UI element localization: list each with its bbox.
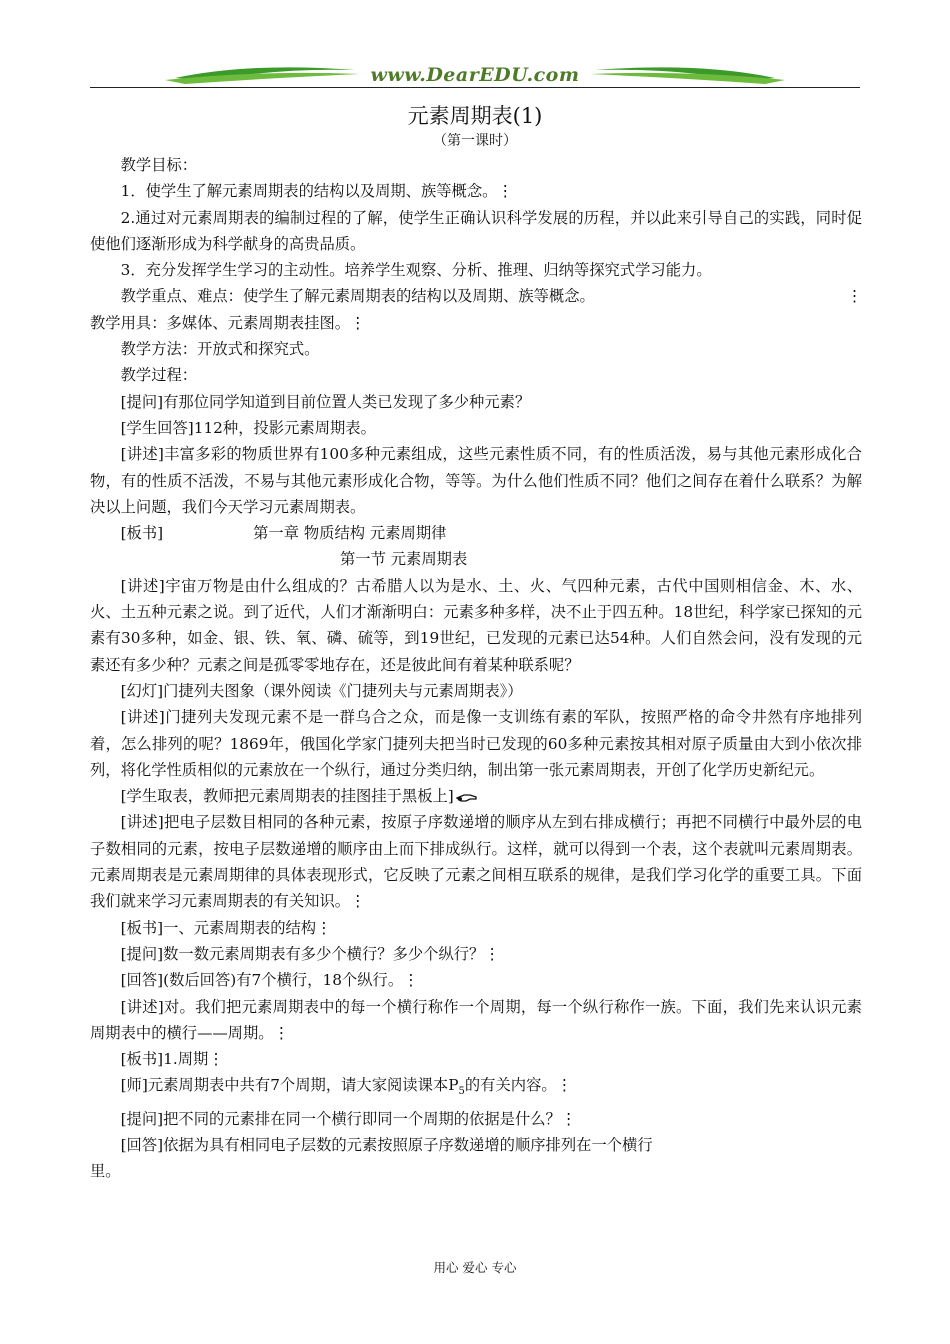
para-board-chapter [90,520,862,546]
para-tools: 教学用具：多媒体、元素周期表挂图。⋮ [90,313,366,332]
para-goal-1: 1．使学生了解元素周期表的结构以及周期、族等概念。⋮ [120,182,513,201]
board-label: [板书] [120,524,164,543]
section-heading: 第一节 元素周期表 [340,550,468,569]
para-lecture-4: [讲述]把电子层数目相同的各种元素，按原子序数递增的顺序从左到右排成横行；再把不同横行中最外层的电子数相同的元素，按电子层数递增的顺序由上而下排成纵行。这样，就可以得到一个表，这个表就叫元素周期表。元素周期表是元素周期律的具体表现形式，它反映了元素之间相互联系的规律，是我们学习化学的重要工具。下面我们就来学习元素周期表的有关知识。⋮ [90,813,862,911]
para-question-2: [提问]数一数元素周期表有多少个横行？多少个纵行？⋮ [120,944,500,963]
para-question-1: [提问]有那位同学知道到目前位置人类已发现了多少种元素？ [120,392,531,411]
para-lecture-1: [讲述]丰富多彩的物质世界有100多种元素组成，这些元素性质不同，有的性质活泼，易与其他元素形成化合物，有的性质不活泼，不易与其他元素形成化合物，等等。为什么他们性质不同？他们之间存在着什么联系？为解决以上问题，我们今天学习元素周期表。 [90,445,862,516]
pointing-hand-icon [456,790,478,804]
chapter-heading: 第一章 物质结构 元素周期律 [253,524,447,543]
para-students-take-table [90,783,862,809]
para-teacher [90,1072,862,1105]
para-answer-3-cont: 里。 [90,1162,121,1181]
key-points-mark: ⋮ [846,287,862,306]
page-footer: 用心 爱心 专心 [433,1260,517,1275]
header-rule [90,87,860,88]
para-slide: [幻灯]门捷列夫图象（课外阅读《门捷列夫与元素周期表》） [120,681,523,700]
para-goal-3: 3．充分发挥学生学习的主动性。培养学生观察、分析、推理、归纳等探究式学习能力。 [120,261,712,280]
page-title: 元素周期表(1) [407,104,543,128]
page-subscript: 5 [458,1086,465,1098]
para-key-points [90,283,862,309]
site-url-text: www.DearEDU.com [370,64,580,86]
teacher-text-b: 的有关内容。⋮ [464,1076,572,1095]
para-methods: 教学方法：开放式和探究式。 [120,340,320,359]
teacher-text-a: [师]元素周期表中共有7个周期，请大家阅读课本P [120,1076,459,1095]
key-points-text: 教学重点、难点：使学生了解元素周期表的结构以及周期、族等概念。 [120,287,595,306]
document-body [90,152,862,1185]
site-header-banner [90,56,860,96]
para-lecture-5: [讲述]对。我们把元素周期表中的每一个横行称作一个周期，每一个纵行称作一族。下面，我们先来认识元素周期表中的横行——周期。⋮ [90,997,862,1042]
para-board-period: [板书]1.周期⋮ [120,1050,224,1069]
para-goal-2: 2.通过对元素周期表的编制过程的了解，使学生正确认识科学发展的历程，并以此来引导自己的实践，同时促使他们逐渐形成为科学献身的高贵品质。 [90,208,862,253]
page-subtitle: （第一课时） [433,133,517,149]
para-answer-2: [回答](数后回答)有7个横行，18个纵行。⋮ [120,971,419,990]
para-answer-3: [回答]依据为具有相同电子层数的元素按照原子序数递增的顺序排列在一个横行 [120,1136,653,1155]
para-answer-1: [学生回答]112种，投影元素周期表。 [120,418,376,437]
para-board-structure: [板书]一、元素周期表的结构⋮ [120,918,332,937]
para-question-3: [提问]把不同的元素排在同一个横行即同一个周期的依据是什么？⋮ [120,1109,577,1128]
students-take-table-text: [学生取表，教师把元素周期表的挂图挂于黑板上] [120,787,454,806]
para-goals-heading: 教学目标： [120,156,198,174]
para-lecture-2: [讲述]宇宙万物是由什么组成的？古希腊人以为是水、土、火、气四种元素，古代中国则相信金、木、水、火、土五种元素之说。到了近代，人们才渐渐明白：元素多种多样，决不止于四五种。18世纪，科学家已探知的元素有30多种，如金、银、铁、氧、磷、硫等，到19世纪，已发现的元素已达54种。人们自然会问，没有发现的元素还有多少种？元素之间是孤零零地存在，还是彼此间有着某种联系呢？ [90,576,862,674]
para-lecture-3: [讲述]门捷列夫发现元素不是一群乌合之众，而是像一支训练有素的军队，按照严格的命令井然有序地排列着，怎么排列的呢？1869年，俄国化学家门捷列夫把当时已发现的60多种元素按其相对原子质量由大到小依次排列，将化学性质相似的元素放在一个纵行，通过分类归纳，制出第一张元素周期表，开创了化学历史新纪元。 [90,708,862,779]
para-process-heading: 教学过程： [120,366,198,385]
